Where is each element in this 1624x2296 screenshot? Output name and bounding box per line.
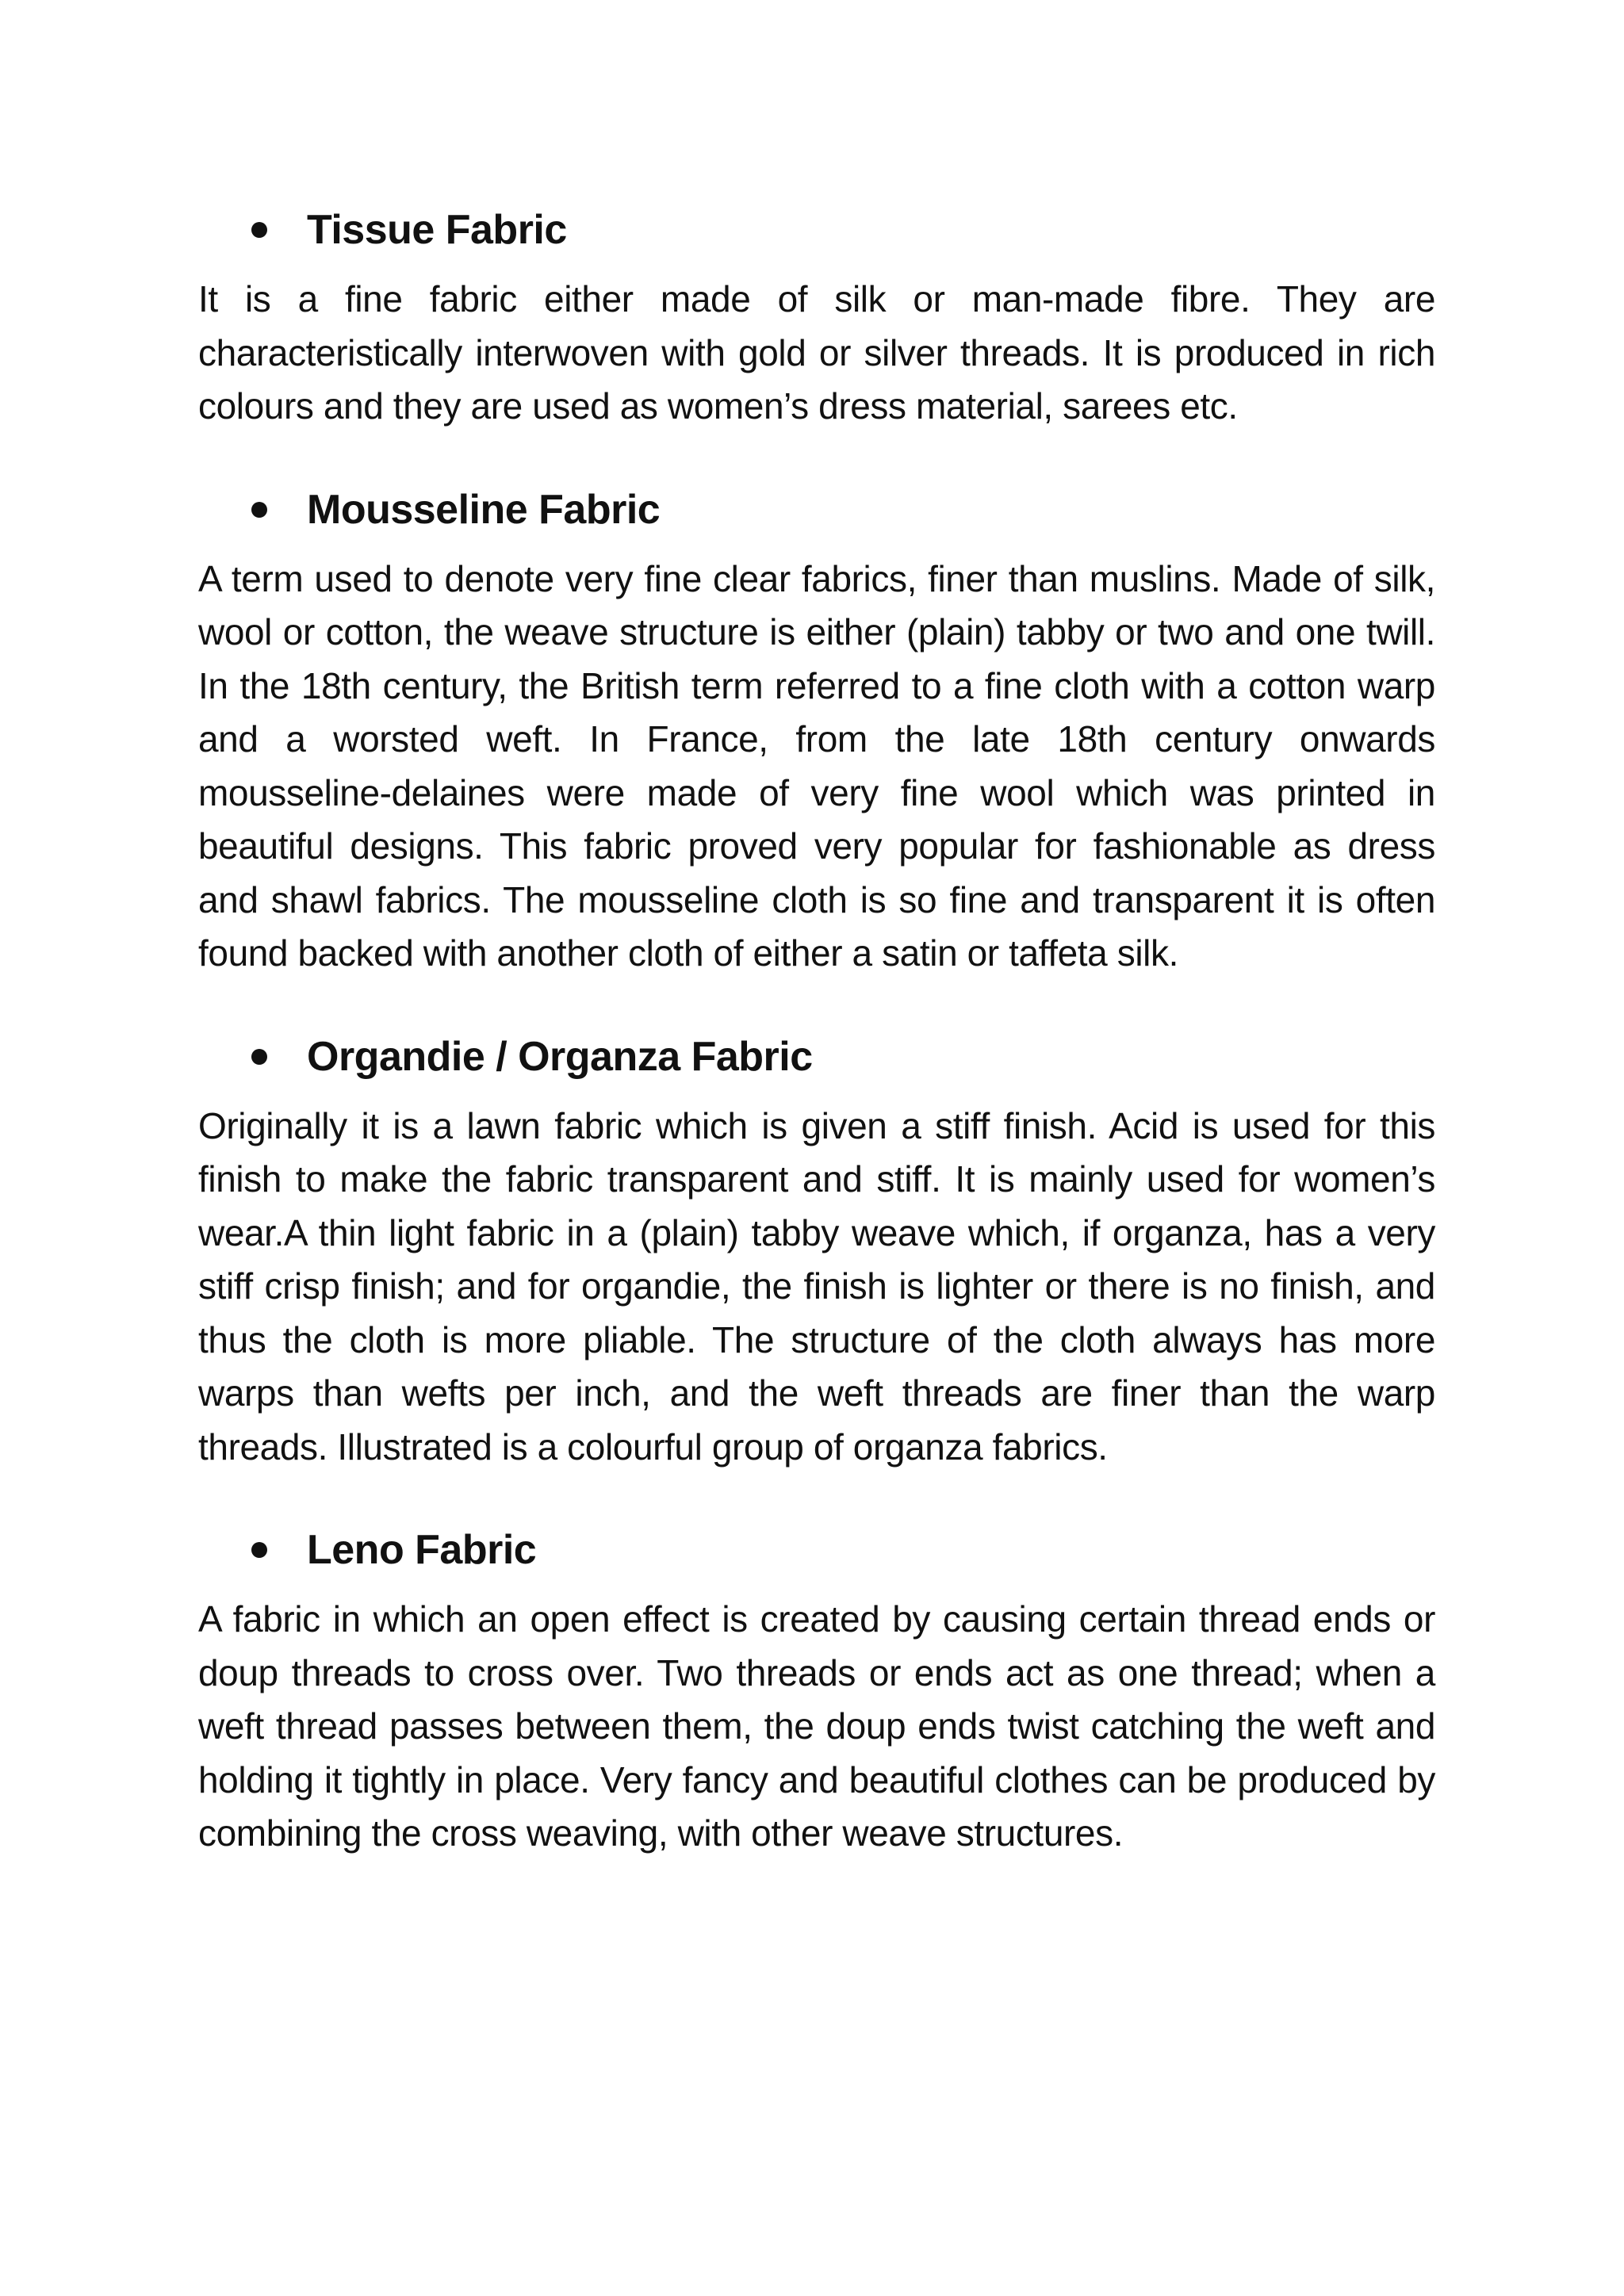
section-leno-fabric	[198, 1510, 1435, 1861]
document-page	[198, 190, 1435, 1897]
bullet-icon	[251, 222, 267, 238]
bullet-icon	[251, 502, 267, 518]
section-body: Originally it is a lawn fabric which is given a stiff finish. Acid is used for this finish to make the fabric transparent and stiff. It is mainly used for women’s wear.A thin light fabric in a (plain) tabby weave which, if organza, has a very stiff crisp finish; and for organdie, the finish is lighter or there is no finish, and thus the cloth is more pliable. The structure of the cloth always has more warps than wefts per inch, and the weft threads are finer than the warp threads. Illustrated is a colourful group of organza fabrics.	[198, 1104, 1435, 1468]
section-body: A term used to denote very fine clear fabrics, finer than muslins. Made of silk, wool or cotton, the weave structure is either (plain) tabby or two and one twill. In the 18th century, the British term referred to a fine cloth with a cotton warp and a worsted weft. In France, from the late 18th century onwards mousseline-delaines were made of very fine wool which was printed in beautiful designs. This fabric proved very popular for fashionable as dress and shawl fabrics. The mousseline cloth is so fine and transparent it is often found backed with another cloth of either a satin or taffeta silk.	[198, 557, 1435, 974]
section-heading	[198, 470, 1435, 549]
section-title: Mousseline Fabric	[307, 486, 661, 533]
section-heading	[198, 1510, 1435, 1590]
section-body: A fabric in which an open effect is created by causing certain thread ends or doup threads to cross over. Two threads or ends act as one thread; when a weft thread passes between them, the doup ends twist catching the weft and holding it tightly in place. Very fancy and beautiful clothes can be produced by combining the cross weaving, with other weave structures.	[198, 1598, 1435, 1854]
bullet-icon	[251, 1049, 267, 1065]
section-title: Leno Fabric	[307, 1527, 537, 1573]
section-heading	[198, 1017, 1435, 1096]
section-mousseline-fabric	[198, 470, 1435, 981]
section-title: Organdie / Organza Fabric	[307, 1033, 813, 1080]
section-tissue-fabric	[198, 190, 1435, 434]
section-body: It is a fine fabric either made of silk or man-made fibre. They are characteristically interwoven with gold or silver threads. It is produced in rich colours and they are used as women’s dress material, sarees etc.	[198, 278, 1435, 427]
section-title: Tissue Fabric	[307, 207, 567, 253]
section-heading	[198, 190, 1435, 270]
bullet-icon	[251, 1542, 267, 1558]
section-organdie-organza-fabric	[198, 1017, 1435, 1475]
